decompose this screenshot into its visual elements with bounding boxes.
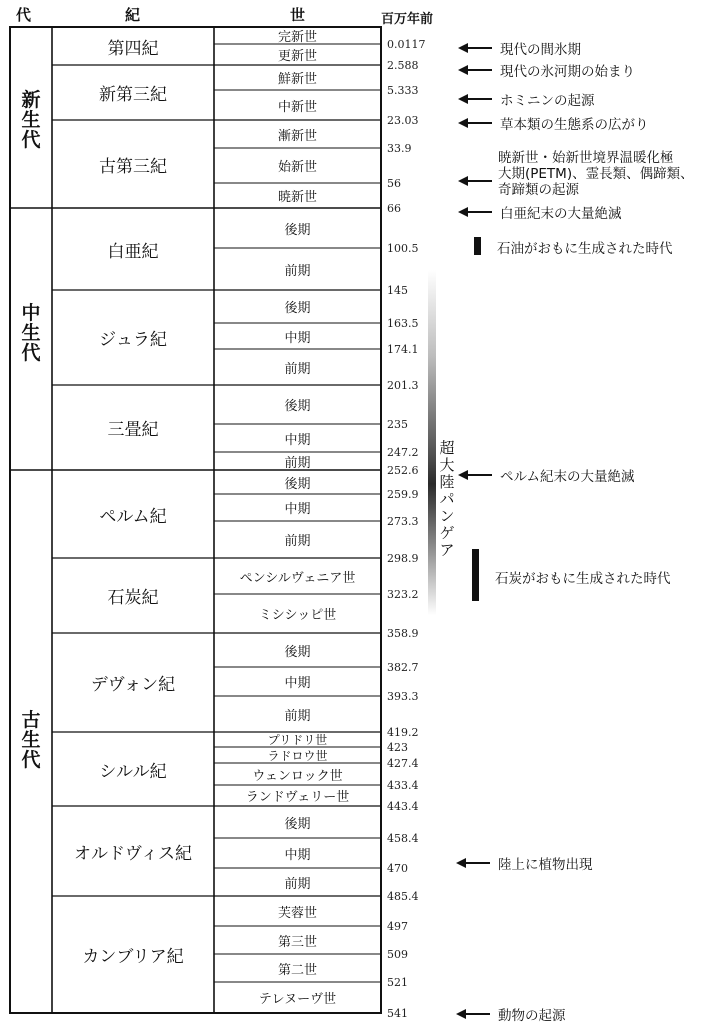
- age-label: 423: [387, 741, 408, 754]
- period-cambrian: カンブリア紀: [82, 947, 184, 967]
- header-era: 代: [16, 6, 32, 24]
- period-carboniferous: 石炭紀: [107, 588, 159, 608]
- age-label: 56: [387, 177, 401, 190]
- epoch-middle-ordovician: 中期: [284, 847, 311, 863]
- age-label: 235: [387, 418, 408, 431]
- epoch-early-ordovician: 前期: [284, 876, 311, 892]
- age-label: 66: [387, 202, 401, 215]
- age-label: 145: [387, 284, 408, 297]
- arrow-left-icon: [458, 94, 492, 104]
- age-label: 298.9: [387, 552, 419, 565]
- age-label: 393.3: [387, 690, 419, 703]
- era-label: 新生代: [21, 89, 41, 151]
- event-label: 白亜紀末の大量絶滅: [500, 206, 622, 222]
- period-ordovician: オルドヴィス紀: [74, 843, 192, 864]
- event-label: ペルム紀末の大量絶滅: [500, 469, 635, 485]
- epoch-pliocene: 鮮新世: [277, 72, 317, 87]
- event-label: 動物の起源: [498, 1008, 566, 1024]
- age-label: 485.4: [387, 890, 419, 903]
- arrow-left-icon: [458, 65, 492, 75]
- age-label: 541: [387, 1007, 408, 1020]
- age-label: 419.2: [387, 726, 419, 739]
- age-label: 163.5: [387, 317, 419, 330]
- age-label: 521: [387, 976, 408, 989]
- age-label: 509: [387, 948, 408, 961]
- age-label: 2.588: [387, 59, 419, 72]
- epoch-pleistocene: 更新世: [277, 49, 317, 64]
- epoch-middle-jurassic: 中期: [284, 330, 311, 346]
- age-label: 382.7: [387, 661, 419, 674]
- epoch-holocene: 完新世: [277, 30, 317, 45]
- epoch-pridoli: プリドリ世: [267, 733, 328, 747]
- age-label: 458.4: [387, 832, 419, 845]
- header-epoch: 世: [290, 6, 306, 24]
- era-mesozoic: [14, 303, 48, 363]
- epoch-early-permian: 前期: [284, 534, 311, 549]
- age-label: 201.3: [387, 379, 419, 392]
- event-oil-formation: [497, 237, 673, 257]
- epoch-middle-devonian: 中期: [284, 676, 311, 691]
- epoch-oligocene: 漸新世: [277, 128, 317, 144]
- age-label: 0.0117: [387, 38, 426, 51]
- age-label: 100.5: [387, 242, 419, 255]
- epoch-series-3: 第三世: [277, 934, 317, 950]
- age-label: 427.4: [387, 757, 419, 770]
- event-animal-origin: [456, 1004, 566, 1024]
- period-cretaceous: 白亜紀: [107, 241, 159, 262]
- event-label: 大期(PETM)、霊長類、偶蹄類、: [498, 166, 694, 182]
- header-age: 百万年前: [381, 12, 434, 27]
- period-devonian: デヴォン紀: [90, 675, 176, 695]
- event-coal-formation: [495, 567, 671, 587]
- event-petm-arrow: [458, 176, 500, 186]
- pangea-range-bar: [428, 270, 436, 615]
- event-label: 奇蹄類の起源: [498, 182, 579, 198]
- period-jurassic: ジュラ紀: [99, 330, 167, 350]
- arrow-left-icon: [458, 118, 492, 128]
- age-label: 259.9: [387, 488, 419, 501]
- epoch-miocene: 中新世: [277, 99, 317, 115]
- age-label: 5.333: [387, 84, 419, 97]
- era-label: 古生代: [21, 709, 41, 771]
- age-label: 323.2: [387, 588, 419, 601]
- epoch-pennsylvanian: ペンシルヴェニア世: [239, 570, 356, 586]
- event-grassland-spread: [458, 113, 649, 133]
- header-period: 紀: [125, 6, 141, 24]
- epoch-late-triassic: 後期: [284, 399, 311, 414]
- epoch-late-jurassic: 後期: [284, 301, 311, 316]
- event-label: 石油がおもに生成された時代: [497, 241, 673, 257]
- epoch-terreneuvian: テレヌーヴ世: [258, 992, 337, 1007]
- age-label: 470: [387, 862, 408, 875]
- age-label: 33.9: [387, 142, 412, 155]
- epoch-eocene: 始新世: [277, 160, 317, 175]
- age-label: 443.4: [387, 800, 419, 813]
- epoch-middle-triassic: 中期: [284, 432, 311, 448]
- era-cenozoic: [14, 90, 48, 150]
- period-triassic: 三畳紀: [107, 420, 159, 440]
- event-interglacial: [458, 38, 581, 58]
- epoch-early-devonian: 前期: [284, 708, 311, 724]
- epoch-early-triassic: 前期: [284, 455, 311, 471]
- age-label: 247.2: [387, 446, 419, 459]
- pangea-label: 超大陸パンゲア: [439, 439, 455, 559]
- event-label: 石炭がおもに生成された時代: [495, 571, 671, 587]
- arrow-left-icon: [458, 470, 492, 480]
- epoch-ludlow: ラドロウ世: [267, 748, 328, 763]
- epoch-late-devonian: 後期: [284, 644, 311, 660]
- epoch-mississippian: ミシシッピ世: [258, 608, 337, 623]
- coal-era-bar: [472, 549, 479, 601]
- period-permian: ペルム紀: [99, 506, 167, 527]
- arrow-left-icon: [458, 207, 492, 217]
- event-ice-age-start: [458, 60, 635, 80]
- event-label: 草本類の生態系の広がり: [500, 117, 649, 133]
- event-label: 暁新世・始新世境界温暖化極: [498, 150, 674, 166]
- era-label: 中生代: [21, 302, 41, 364]
- period-paleogene: 古第三紀: [99, 156, 167, 177]
- epoch-middle-permian: 中期: [284, 502, 311, 517]
- era-paleozoic: [14, 710, 48, 770]
- period-silurian: シルル紀: [99, 761, 167, 782]
- age-label: 433.4: [387, 779, 419, 792]
- oil-era-bar: [474, 237, 481, 255]
- epoch-furongian: 芙蓉世: [277, 905, 317, 921]
- age-label: 174.1: [387, 343, 419, 356]
- event-label: ホミニンの起源: [500, 93, 595, 109]
- age-label: 273.3: [387, 515, 419, 528]
- arrow-left-icon: [456, 1009, 490, 1019]
- event-permian-extinction: [458, 465, 634, 485]
- period-quaternary: 第四紀: [107, 38, 159, 59]
- age-label: 23.03: [387, 114, 419, 127]
- arrow-left-icon: [458, 43, 492, 53]
- epoch-series-2: 第二世: [277, 962, 317, 978]
- event-land-plants: [456, 853, 593, 873]
- period-neogene: 新第三紀: [99, 85, 167, 105]
- event-hominin-origin: [458, 89, 595, 109]
- event-label: 陸上に植物出現: [498, 857, 593, 873]
- epoch-late-permian: 後期: [284, 476, 311, 492]
- epoch-early-jurassic: 前期: [284, 361, 311, 377]
- event-label: 現代の間氷期: [500, 42, 581, 58]
- epoch-wenlock: ウェンロック世: [252, 768, 343, 784]
- event-kpg-extinction: [458, 202, 622, 222]
- epoch-late-cretaceous: 後期: [284, 222, 311, 238]
- epoch-llandovery: ランドヴェリー世: [245, 790, 350, 805]
- age-label: 252.6: [387, 464, 419, 477]
- event-petm: [498, 150, 694, 198]
- age-label: 497: [387, 920, 408, 933]
- arrow-left-icon: [458, 176, 492, 186]
- age-label: 358.9: [387, 627, 419, 640]
- epoch-early-cretaceous: 前期: [284, 263, 311, 279]
- event-label: 現代の氷河期の始まり: [500, 64, 635, 80]
- arrow-left-icon: [456, 858, 490, 868]
- epoch-paleocene: 暁新世: [277, 190, 317, 205]
- epoch-late-ordovician: 後期: [284, 816, 311, 832]
